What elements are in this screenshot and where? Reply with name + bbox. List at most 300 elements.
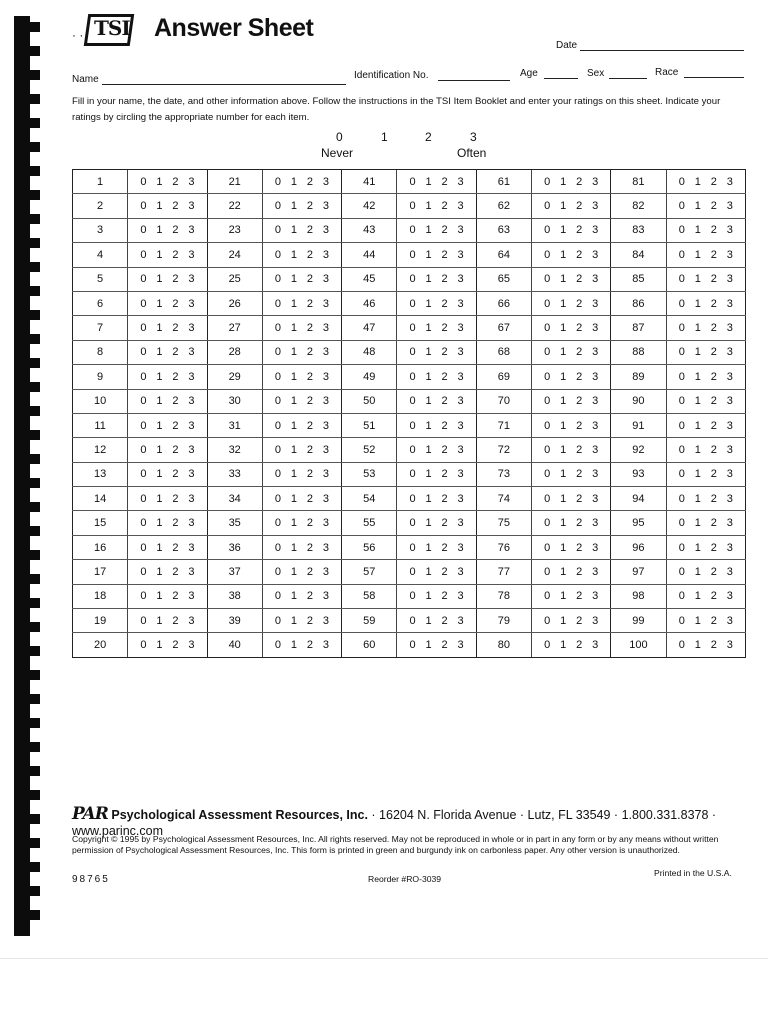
rating-option[interactable]: 2	[576, 297, 583, 310]
rating-option[interactable]: 0	[140, 273, 147, 286]
rating-option[interactable]: 0	[544, 346, 551, 359]
rating-option[interactable]: 3	[188, 322, 195, 335]
rating-option[interactable]: 1	[425, 248, 432, 261]
rating-option[interactable]: 2	[306, 639, 314, 652]
rating-option[interactable]: 2	[576, 224, 583, 237]
rating-option[interactable]: 2	[306, 370, 314, 383]
rating-option[interactable]: 3	[188, 419, 195, 432]
rating-option[interactable]: 0	[544, 322, 551, 335]
rating-option[interactable]: 0	[274, 200, 282, 213]
rating-option[interactable]: 2	[306, 322, 314, 335]
rating-option[interactable]: 2	[306, 517, 314, 530]
rating-option[interactable]: 3	[322, 322, 330, 335]
rating-option[interactable]: 0	[678, 297, 685, 310]
rating-option[interactable]: 2	[576, 639, 583, 652]
rating-option[interactable]: 1	[694, 443, 701, 456]
rating-option[interactable]: 1	[156, 517, 163, 530]
rating-option[interactable]: 1	[290, 248, 298, 261]
rating-option[interactable]: 0	[140, 175, 147, 188]
rating-option[interactable]: 1	[156, 443, 163, 456]
rating-option[interactable]: 1	[560, 200, 567, 213]
rating-option[interactable]: 2	[710, 541, 717, 554]
rating-option[interactable]: 1	[694, 419, 701, 432]
rating-option[interactable]: 2	[306, 248, 314, 261]
rating-option[interactable]: 3	[457, 248, 464, 261]
rating-option[interactable]: 1	[694, 590, 701, 603]
rating-option[interactable]: 3	[726, 322, 733, 335]
rating-option[interactable]: 0	[678, 346, 685, 359]
date-field[interactable]	[580, 50, 744, 51]
rating-option[interactable]: 1	[425, 297, 432, 310]
rating-option[interactable]: 1	[560, 565, 567, 578]
rating-option[interactable]: 1	[156, 297, 163, 310]
rating-option[interactable]: 0	[678, 492, 685, 505]
rating-option[interactable]: 0	[274, 419, 282, 432]
rating-option[interactable]: 2	[441, 175, 448, 188]
rating-option[interactable]: 2	[710, 322, 717, 335]
rating-option[interactable]: 0	[140, 590, 147, 603]
rating-option[interactable]: 3	[322, 200, 330, 213]
rating-option[interactable]: 3	[592, 395, 599, 408]
rating-option[interactable]: 2	[576, 273, 583, 286]
rating-option[interactable]: 2	[710, 297, 717, 310]
rating-option[interactable]: 1	[425, 492, 432, 505]
rating-option[interactable]: 3	[592, 541, 599, 554]
rating-option[interactable]: 1	[425, 541, 432, 554]
rating-option[interactable]: 1	[560, 297, 567, 310]
rating-option[interactable]: 2	[306, 614, 314, 627]
rating-option[interactable]: 1	[560, 370, 567, 383]
rating-option[interactable]: 1	[290, 224, 298, 237]
rating-option[interactable]: 3	[322, 639, 330, 652]
rating-option[interactable]: 0	[544, 541, 551, 554]
rating-option[interactable]: 0	[409, 419, 416, 432]
rating-option[interactable]: 1	[560, 590, 567, 603]
rating-option[interactable]: 3	[457, 639, 464, 652]
rating-option[interactable]: 3	[322, 248, 330, 261]
rating-option[interactable]: 3	[188, 468, 195, 481]
rating-option[interactable]: 3	[726, 297, 733, 310]
rating-option[interactable]: 0	[274, 248, 282, 261]
rating-option[interactable]: 2	[172, 175, 179, 188]
rating-option[interactable]: 2	[306, 224, 314, 237]
rating-option[interactable]: 2	[441, 224, 448, 237]
rating-option[interactable]: 0	[140, 322, 147, 335]
rating-option[interactable]: 3	[188, 346, 195, 359]
rating-option[interactable]: 1	[425, 590, 432, 603]
rating-option[interactable]: 3	[726, 565, 733, 578]
rating-option[interactable]: 1	[694, 639, 701, 652]
rating-option[interactable]: 1	[694, 200, 701, 213]
rating-option[interactable]: 2	[441, 419, 448, 432]
rating-option[interactable]: 0	[544, 175, 551, 188]
rating-option[interactable]: 3	[457, 565, 464, 578]
rating-option[interactable]: 1	[290, 273, 298, 286]
rating-option[interactable]: 0	[140, 248, 147, 261]
rating-option[interactable]: 1	[560, 541, 567, 554]
rating-option[interactable]: 0	[544, 395, 551, 408]
rating-option[interactable]: 1	[425, 419, 432, 432]
rating-option[interactable]: 3	[188, 248, 195, 261]
rating-option[interactable]: 3	[457, 346, 464, 359]
rating-option[interactable]: 0	[544, 590, 551, 603]
rating-option[interactable]: 2	[172, 443, 179, 456]
rating-option[interactable]: 1	[694, 248, 701, 261]
rating-option[interactable]: 2	[576, 248, 583, 261]
rating-option[interactable]: 3	[592, 468, 599, 481]
rating-option[interactable]: 3	[457, 370, 464, 383]
rating-option[interactable]: 3	[726, 248, 733, 261]
rating-option[interactable]: 2	[576, 614, 583, 627]
rating-option[interactable]: 0	[409, 346, 416, 359]
rating-option[interactable]: 1	[156, 468, 163, 481]
rating-option[interactable]: 0	[678, 443, 685, 456]
rating-option[interactable]: 2	[710, 395, 717, 408]
rating-option[interactable]: 3	[457, 200, 464, 213]
rating-option[interactable]: 1	[560, 443, 567, 456]
rating-option[interactable]: 0	[140, 565, 147, 578]
rating-option[interactable]: 3	[188, 614, 195, 627]
rating-option[interactable]: 2	[441, 200, 448, 213]
rating-option[interactable]: 2	[172, 370, 179, 383]
rating-option[interactable]: 1	[290, 346, 298, 359]
rating-option[interactable]: 0	[140, 395, 147, 408]
rating-option[interactable]: 2	[441, 492, 448, 505]
rating-option[interactable]: 2	[172, 200, 179, 213]
rating-option[interactable]: 0	[140, 517, 147, 530]
rating-option[interactable]: 0	[140, 297, 147, 310]
rating-option[interactable]: 1	[290, 297, 298, 310]
rating-option[interactable]: 0	[544, 297, 551, 310]
rating-option[interactable]: 1	[694, 565, 701, 578]
rating-option[interactable]: 0	[274, 443, 282, 456]
rating-option[interactable]: 3	[188, 370, 195, 383]
rating-option[interactable]: 1	[560, 639, 567, 652]
rating-option[interactable]: 2	[172, 590, 179, 603]
rating-option[interactable]: 2	[172, 468, 179, 481]
rating-option[interactable]: 0	[409, 614, 416, 627]
rating-option[interactable]: 1	[694, 370, 701, 383]
rating-option[interactable]: 3	[592, 443, 599, 456]
rating-option[interactable]: 1	[156, 590, 163, 603]
rating-option[interactable]: 2	[576, 346, 583, 359]
rating-option[interactable]: 0	[409, 224, 416, 237]
rating-option[interactable]: 3	[322, 517, 330, 530]
rating-option[interactable]: 3	[592, 565, 599, 578]
rating-option[interactable]: 0	[274, 273, 282, 286]
rating-option[interactable]: 1	[560, 492, 567, 505]
rating-option[interactable]: 1	[290, 395, 298, 408]
rating-option[interactable]: 1	[290, 370, 298, 383]
rating-option[interactable]: 1	[156, 395, 163, 408]
rating-option[interactable]: 2	[710, 200, 717, 213]
rating-option[interactable]: 3	[592, 614, 599, 627]
rating-option[interactable]: 3	[457, 419, 464, 432]
rating-option[interactable]: 3	[726, 273, 733, 286]
rating-option[interactable]: 1	[156, 346, 163, 359]
rating-option[interactable]: 3	[457, 297, 464, 310]
rating-option[interactable]: 2	[710, 370, 717, 383]
rating-option[interactable]: 1	[156, 492, 163, 505]
rating-option[interactable]: 1	[156, 565, 163, 578]
rating-option[interactable]: 0	[544, 468, 551, 481]
rating-option[interactable]: 0	[544, 614, 551, 627]
rating-option[interactable]: 3	[457, 517, 464, 530]
rating-option[interactable]: 0	[274, 346, 282, 359]
rating-option[interactable]: 3	[592, 273, 599, 286]
rating-option[interactable]: 3	[592, 224, 599, 237]
rating-option[interactable]: 1	[425, 395, 432, 408]
rating-option[interactable]: 0	[678, 322, 685, 335]
rating-option[interactable]: 3	[726, 370, 733, 383]
rating-option[interactable]: 2	[172, 273, 179, 286]
rating-option[interactable]: 3	[726, 639, 733, 652]
rating-option[interactable]: 2	[172, 395, 179, 408]
rating-option[interactable]: 2	[710, 224, 717, 237]
rating-option[interactable]: 3	[592, 590, 599, 603]
rating-option[interactable]: 2	[172, 492, 179, 505]
rating-option[interactable]: 1	[290, 443, 298, 456]
rating-option[interactable]: 1	[560, 468, 567, 481]
rating-option[interactable]: 0	[140, 492, 147, 505]
rating-option[interactable]: 0	[409, 492, 416, 505]
rating-option[interactable]: 1	[290, 492, 298, 505]
rating-option[interactable]: 1	[694, 395, 701, 408]
rating-option[interactable]: 2	[710, 248, 717, 261]
rating-option[interactable]: 0	[678, 468, 685, 481]
rating-option[interactable]: 0	[409, 517, 416, 530]
rating-option[interactable]: 0	[544, 248, 551, 261]
rating-option[interactable]: 3	[322, 468, 330, 481]
rating-option[interactable]: 1	[694, 517, 701, 530]
rating-option[interactable]: 3	[457, 322, 464, 335]
rating-option[interactable]: 2	[441, 517, 448, 530]
rating-option[interactable]: 3	[457, 395, 464, 408]
rating-option[interactable]: 0	[544, 565, 551, 578]
rating-option[interactable]: 0	[409, 468, 416, 481]
rating-option[interactable]: 1	[425, 273, 432, 286]
rating-option[interactable]: 1	[694, 541, 701, 554]
rating-option[interactable]: 0	[544, 200, 551, 213]
rating-option[interactable]: 0	[678, 565, 685, 578]
rating-option[interactable]: 1	[560, 517, 567, 530]
rating-option[interactable]: 3	[322, 492, 330, 505]
rating-option[interactable]: 0	[544, 273, 551, 286]
rating-option[interactable]: 1	[560, 273, 567, 286]
rating-option[interactable]: 3	[592, 297, 599, 310]
rating-option[interactable]: 0	[140, 224, 147, 237]
age-field[interactable]	[544, 78, 578, 79]
rating-option[interactable]: 3	[457, 224, 464, 237]
rating-option[interactable]: 0	[140, 639, 147, 652]
rating-option[interactable]: 2	[576, 370, 583, 383]
rating-option[interactable]: 1	[694, 492, 701, 505]
rating-option[interactable]: 0	[274, 395, 282, 408]
rating-option[interactable]: 2	[306, 468, 314, 481]
rating-option[interactable]: 1	[425, 322, 432, 335]
rating-option[interactable]: 3	[322, 419, 330, 432]
rating-option[interactable]: 1	[156, 639, 163, 652]
rating-option[interactable]: 1	[560, 224, 567, 237]
rating-option[interactable]: 3	[322, 590, 330, 603]
rating-option[interactable]: 3	[322, 370, 330, 383]
rating-option[interactable]: 3	[726, 614, 733, 627]
rating-option[interactable]: 2	[306, 200, 314, 213]
rating-option[interactable]: 2	[710, 346, 717, 359]
rating-option[interactable]: 2	[576, 443, 583, 456]
rating-option[interactable]: 3	[322, 565, 330, 578]
rating-option[interactable]: 0	[409, 297, 416, 310]
rating-option[interactable]: 0	[274, 322, 282, 335]
rating-option[interactable]: 1	[425, 565, 432, 578]
rating-option[interactable]: 2	[576, 175, 583, 188]
rating-option[interactable]: 2	[710, 639, 717, 652]
rating-option[interactable]: 0	[678, 200, 685, 213]
rating-option[interactable]: 0	[678, 590, 685, 603]
rating-option[interactable]: 1	[156, 273, 163, 286]
rating-option[interactable]: 0	[274, 468, 282, 481]
rating-option[interactable]: 2	[710, 590, 717, 603]
rating-option[interactable]: 0	[409, 639, 416, 652]
rating-option[interactable]: 0	[409, 590, 416, 603]
rating-option[interactable]: 1	[694, 322, 701, 335]
rating-option[interactable]: 2	[710, 419, 717, 432]
rating-option[interactable]: 1	[290, 614, 298, 627]
rating-option[interactable]: 0	[678, 273, 685, 286]
rating-option[interactable]: 1	[156, 614, 163, 627]
rating-option[interactable]: 2	[441, 614, 448, 627]
rating-option[interactable]: 1	[425, 517, 432, 530]
rating-option[interactable]: 2	[710, 492, 717, 505]
rating-option[interactable]: 2	[441, 395, 448, 408]
rating-option[interactable]: 1	[290, 565, 298, 578]
rating-option[interactable]: 0	[678, 541, 685, 554]
rating-option[interactable]: 3	[726, 224, 733, 237]
rating-option[interactable]: 1	[156, 419, 163, 432]
rating-option[interactable]: 0	[140, 443, 147, 456]
rating-option[interactable]: 2	[306, 541, 314, 554]
rating-option[interactable]: 2	[576, 322, 583, 335]
rating-option[interactable]: 0	[274, 370, 282, 383]
rating-option[interactable]: 3	[188, 297, 195, 310]
rating-option[interactable]: 1	[156, 322, 163, 335]
rating-option[interactable]: 2	[576, 419, 583, 432]
rating-option[interactable]: 0	[274, 297, 282, 310]
rating-option[interactable]: 1	[156, 248, 163, 261]
rating-option[interactable]: 1	[156, 224, 163, 237]
rating-option[interactable]: 3	[726, 175, 733, 188]
rating-option[interactable]: 1	[290, 590, 298, 603]
rating-option[interactable]: 0	[544, 492, 551, 505]
rating-option[interactable]: 2	[306, 175, 314, 188]
rating-option[interactable]: 0	[140, 468, 147, 481]
rating-option[interactable]: 0	[274, 541, 282, 554]
rating-option[interactable]: 3	[457, 443, 464, 456]
rating-option[interactable]: 0	[274, 590, 282, 603]
rating-option[interactable]: 2	[576, 565, 583, 578]
rating-option[interactable]: 1	[290, 419, 298, 432]
rating-option[interactable]: 1	[425, 443, 432, 456]
rating-option[interactable]: 0	[678, 419, 685, 432]
rating-option[interactable]: 1	[290, 468, 298, 481]
rating-option[interactable]: 0	[274, 175, 282, 188]
rating-option[interactable]: 3	[726, 517, 733, 530]
rating-option[interactable]: 3	[188, 175, 195, 188]
rating-option[interactable]: 0	[409, 565, 416, 578]
rating-option[interactable]: 2	[441, 443, 448, 456]
rating-option[interactable]: 3	[726, 200, 733, 213]
rating-option[interactable]: 2	[172, 565, 179, 578]
rating-option[interactable]: 0	[409, 443, 416, 456]
rating-option[interactable]: 0	[409, 395, 416, 408]
rating-option[interactable]: 2	[306, 565, 314, 578]
rating-option[interactable]: 2	[576, 395, 583, 408]
rating-option[interactable]: 0	[678, 395, 685, 408]
rating-option[interactable]: 1	[694, 346, 701, 359]
rating-option[interactable]: 0	[544, 639, 551, 652]
rating-option[interactable]: 3	[592, 492, 599, 505]
rating-option[interactable]: 1	[290, 175, 298, 188]
rating-option[interactable]: 3	[457, 590, 464, 603]
rating-option[interactable]: 3	[457, 175, 464, 188]
rating-option[interactable]: 3	[322, 273, 330, 286]
rating-option[interactable]: 0	[544, 517, 551, 530]
rating-option[interactable]: 2	[441, 541, 448, 554]
rating-option[interactable]: 3	[457, 468, 464, 481]
rating-option[interactable]: 3	[322, 346, 330, 359]
rating-option[interactable]: 0	[140, 200, 147, 213]
rating-option[interactable]: 3	[592, 639, 599, 652]
rating-option[interactable]: 0	[678, 370, 685, 383]
rating-option[interactable]: 1	[560, 346, 567, 359]
rating-option[interactable]: 2	[172, 346, 179, 359]
rating-option[interactable]: 1	[425, 614, 432, 627]
rating-option[interactable]: 2	[306, 590, 314, 603]
rating-option[interactable]: 0	[274, 517, 282, 530]
rating-option[interactable]: 2	[306, 443, 314, 456]
rating-option[interactable]: 2	[441, 248, 448, 261]
rating-option[interactable]: 0	[409, 273, 416, 286]
rating-option[interactable]: 0	[140, 419, 147, 432]
rating-option[interactable]: 2	[710, 614, 717, 627]
rating-option[interactable]: 0	[274, 565, 282, 578]
rating-option[interactable]: 2	[306, 273, 314, 286]
rating-option[interactable]: 2	[576, 590, 583, 603]
rating-option[interactable]: 3	[322, 224, 330, 237]
rating-option[interactable]: 3	[322, 297, 330, 310]
rating-option[interactable]: 2	[710, 517, 717, 530]
rating-option[interactable]: 3	[592, 322, 599, 335]
rating-option[interactable]: 2	[306, 419, 314, 432]
rating-option[interactable]: 3	[457, 541, 464, 554]
rating-option[interactable]: 0	[140, 541, 147, 554]
rating-option[interactable]: 1	[560, 614, 567, 627]
rating-option[interactable]: 1	[560, 248, 567, 261]
rating-option[interactable]: 0	[678, 614, 685, 627]
rating-option[interactable]: 2	[441, 273, 448, 286]
rating-option[interactable]: 1	[425, 175, 432, 188]
rating-option[interactable]: 3	[188, 541, 195, 554]
rating-option[interactable]: 3	[322, 175, 330, 188]
rating-option[interactable]: 2	[441, 346, 448, 359]
rating-option[interactable]: 0	[409, 322, 416, 335]
rating-option[interactable]: 3	[726, 419, 733, 432]
rating-option[interactable]: 1	[156, 370, 163, 383]
rating-option[interactable]: 1	[694, 273, 701, 286]
rating-option[interactable]: 3	[188, 200, 195, 213]
rating-option[interactable]: 3	[726, 541, 733, 554]
rating-option[interactable]: 3	[726, 492, 733, 505]
